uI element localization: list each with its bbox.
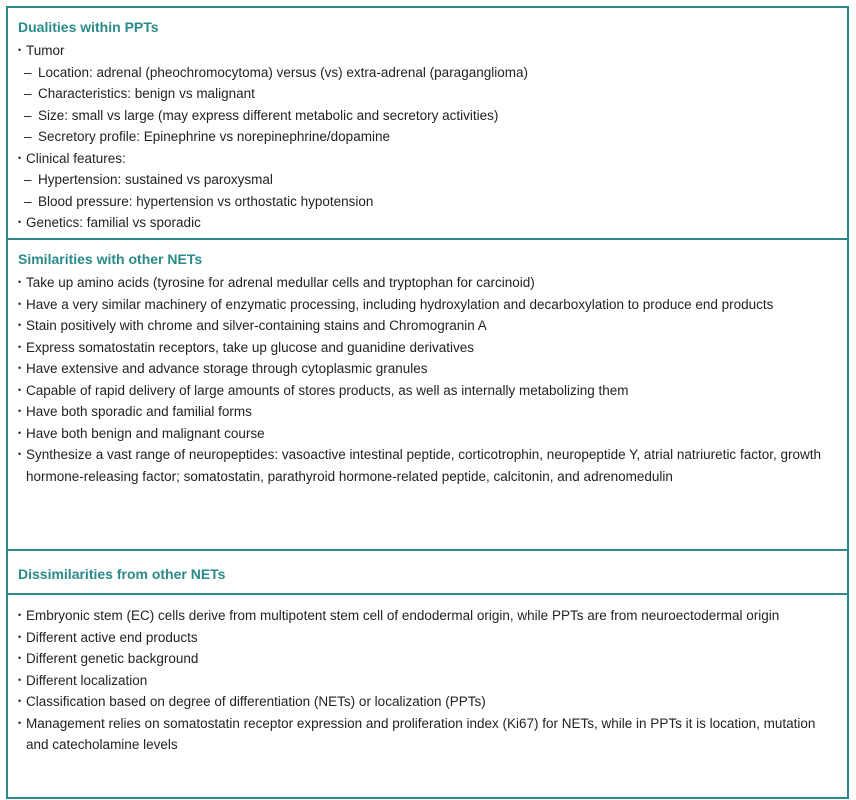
section-dualities <box>8 8 847 238</box>
list-item: • Have both benign and malignant course <box>18 423 835 445</box>
section-heading: Dissimilarities from other NETs <box>8 551 847 595</box>
list-item: • Genetics: familial vs sporadic <box>18 212 835 234</box>
list-item: – Size: small vs large (may express different metabolic and secretory activities) <box>18 105 835 127</box>
comparison-table <box>6 6 849 799</box>
list-item: • Tumor <box>18 40 835 62</box>
list-item: • Take up amino acids (tyrosine for adrenal medullar cells and tryptophan for carcinoid) <box>18 272 835 294</box>
list-item: • Have both sporadic and familial forms <box>18 401 835 423</box>
list-item: • Express somatostatin receptors, take up glucose and guanidine derivatives <box>18 337 835 359</box>
list-item: • Different genetic background <box>18 648 835 670</box>
section-similarities <box>8 238 847 549</box>
list-item: • Stain positively with chrome and silver-containing stains and Chromogranin A <box>18 315 835 337</box>
section-heading: Dualities within PPTs <box>18 19 159 35</box>
list-item: • Embryonic stem (EC) cells derive from multipotent stem cell of endodermal origin, while PPTs are from neuroectodermal origin <box>18 605 835 627</box>
list-item: – Hypertension: sustained vs paroxysmal <box>18 169 835 191</box>
item-list <box>8 595 847 762</box>
list-item: • Clinical features: <box>18 148 835 170</box>
list-item: • Different localization <box>18 670 835 692</box>
list-item: • Capable of rapid delivery of large amounts of stores products, as well as internally metabolizing them <box>18 380 835 402</box>
list-item: • Classification based on degree of differentiation (NETs) or localization (PPTs) <box>18 691 835 713</box>
item-list <box>8 40 847 240</box>
list-item: – Characteristics: benign vs malignant <box>18 83 835 105</box>
list-item: • Different active end products <box>18 627 835 649</box>
list-item: • Have extensive and advance storage through cytoplasmic granules <box>18 358 835 380</box>
section-heading: Similarities with other NETs <box>18 251 203 267</box>
list-item: • Have a very similar machinery of enzymatic processing, including hydroxylation and decarboxylation to produce end products <box>18 294 835 316</box>
section-dissimilarities <box>8 549 847 797</box>
list-item: – Secretory profile: Epinephrine vs norepinephrine/dopamine <box>18 126 835 148</box>
list-item: – Location: adrenal (pheochromocytoma) versus (vs) extra-adrenal (paraganglioma) <box>18 62 835 84</box>
item-list <box>8 272 847 493</box>
list-item: • Management relies on somatostatin receptor expression and proliferation index (Ki67) for NETs, while in PPTs it is location, mutation and catecholamine levels <box>18 713 835 756</box>
list-item: • Synthesize a vast range of neuropeptides: vasoactive intestinal peptide, corticotrophin, neuropeptide Y, atrial natriuretic factor, growth hormone-releasing factor; somatostatin, parathyroid hormone-related peptide, calcitonin, and adrenomedulin <box>18 444 835 487</box>
list-item: – Blood pressure: hypertension vs orthostatic hypotension <box>18 191 835 213</box>
